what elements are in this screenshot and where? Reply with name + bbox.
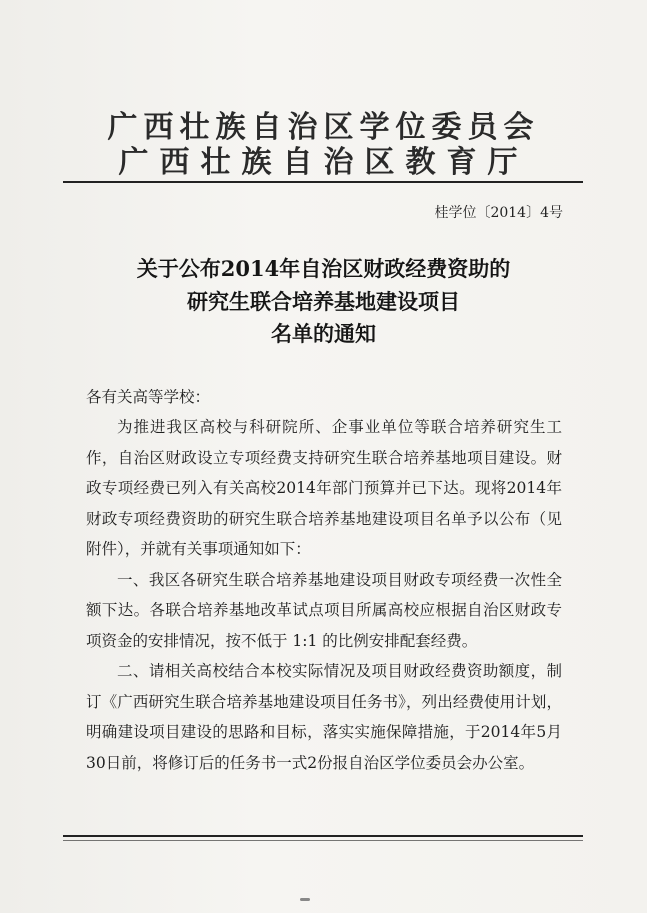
paragraph-item-2: 二、请相关高校结合本校实际情况及项目财政经费资助额度，制订《广西研究生联合培养基地建设项目任务书》，列出经费使用计划，明确建设项目建设的思路和目标，落实实施保障措施，于2014年5月30日前，将修订后的任务书一式2份报自治区学位委员会办公室。 <box>86 662 562 772</box>
paragraph-intro: 为推进我区高校与科研院所、企事业单位等联合培养研究生工作，自治区财政设立专项经费支持研究生联合培养基地项目建设。财政专项经费已列入有关高校2014年部门预算并已下达。现将2014年财政专项经费资助的研究生联合培养基地建设项目名单予以公布（见附件），并就有关事项通知如下： <box>86 418 562 558</box>
body-text <box>86 412 562 778</box>
document-number: 桂学位〔2014〕4号 <box>434 205 563 221</box>
footer-divider-thin <box>63 840 583 841</box>
salutation: 各有关高等学校： <box>86 388 211 406</box>
paragraph-item-1: 一、我区各研究生联合培养基地建设项目财政专项经费一次性全额下达。各联合培养基地改革试点项目所属高校应根据自治区财政专项资金的安排情况，按不低于 1:1 的比例安排配套经费。 <box>86 570 562 650</box>
scan-mark <box>300 898 310 901</box>
footer-divider <box>63 835 583 837</box>
issuing-org-2: 广西壮族自治区教育厅 <box>118 145 529 180</box>
header-divider <box>63 181 583 183</box>
title-line-1: 关于公布2014年自治区财政经费资助的 <box>136 256 511 281</box>
title-line-2: 研究生联合培养基地建设项目 <box>187 289 460 314</box>
title-line-3: 名单的通知 <box>271 321 376 346</box>
issuing-org-1: 广西壮族自治区学位委员会 <box>107 110 540 145</box>
